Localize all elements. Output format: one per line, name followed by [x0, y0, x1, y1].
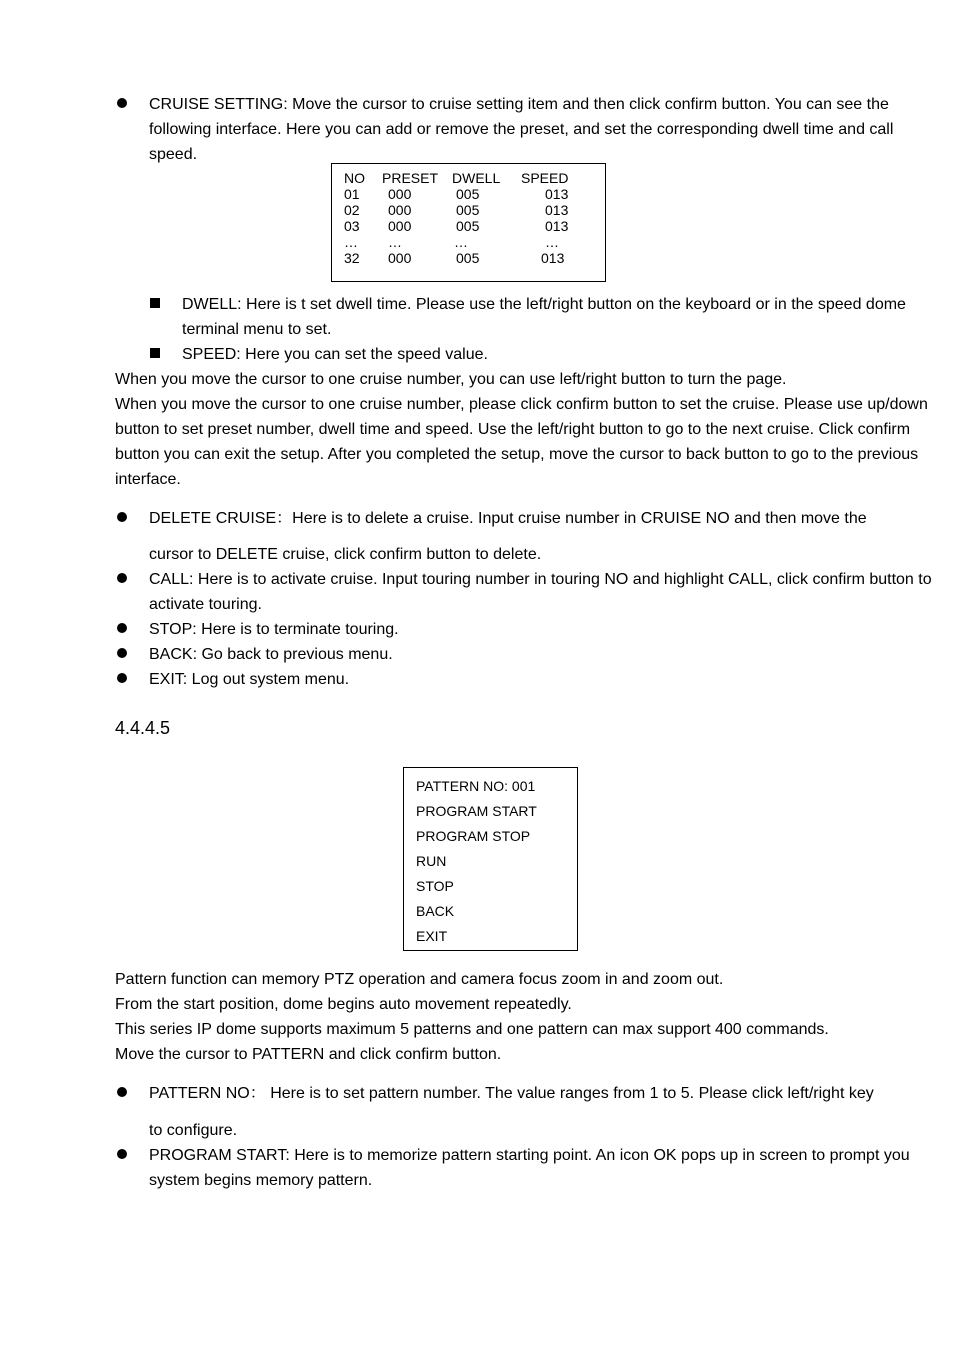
table-cell: 013 [541, 250, 565, 266]
table-cell: … [344, 234, 358, 250]
paragraph-pattern-function: Pattern function can memory PTZ operation and camera focus zoom in and zoom out. [115, 971, 724, 988]
paragraph-move-cursor: Move the cursor to PATTERN and click confirm button. [115, 1046, 502, 1063]
section-number: 4.4.4.5 [115, 718, 171, 738]
menu-item-pattern-no: PATTERN NO: 001 [416, 778, 536, 794]
bullet-cruise-setting: CRUISE SETTING: Move the cursor to cruise setting item and then click confirm button. You can see the following interface. Here you can add or remove the preset, and set the corresponding dwell time and call speed. [149, 96, 898, 163]
table-cell: 000 [388, 218, 412, 234]
bullet-dot-icon [117, 512, 127, 522]
table-header-preset: PRESET [382, 170, 439, 186]
paragraph-start-position: From the start position, dome begins auto movement repeatedly. [115, 996, 572, 1013]
bullet-delete-cruise-cont: cursor to DELETE cruise, click confirm button to delete. [149, 546, 542, 563]
table-cell: 000 [388, 186, 412, 202]
square-bullet-icon [150, 348, 160, 358]
bullet-call: CALL: Here is to activate cruise. Input touring number in touring NO and highlight CALL, click confirm button to activate touring. [149, 571, 937, 613]
table-cell: 02 [344, 202, 360, 218]
sub-bullet-speed: SPEED: Here you can set the speed value. [182, 346, 488, 363]
table-cell: … [388, 234, 402, 250]
menu-item-stop: STOP [416, 878, 454, 894]
table-cell: 005 [456, 202, 480, 218]
table-cell: 32 [344, 250, 360, 266]
menu-item-back: BACK [416, 903, 455, 919]
bullet-delete-cruise: DELETE CRUISE：Here is to delete a cruise. Input cruise number in CRUISE NO and then move the [149, 510, 867, 527]
menu-item-exit: EXIT [416, 928, 448, 944]
square-bullet-icon [150, 298, 160, 308]
table-header-speed: SPEED [521, 170, 569, 186]
table-cell: 013 [545, 202, 569, 218]
bullet-exit: EXIT: Log out system menu. [149, 671, 350, 688]
paragraph-set-cruise: When you move the cursor to one cruise number, please click confirm button to set the cruise. Please use up/down button to set preset number, dwell time and speed. Use the left/right button to go to the next cruise. Click confirm button you can exit the setup. After you completed the setup, move the cursor to back button to go to the previous interface. [115, 396, 933, 488]
table-cell: 000 [388, 250, 412, 266]
table-cell: 01 [344, 186, 360, 202]
table-cell: … [454, 234, 468, 250]
table-cell: 000 [388, 202, 412, 218]
bullet-dot-icon [117, 573, 127, 583]
table-header-no: NO [344, 170, 365, 186]
bullet-dot-icon [117, 623, 127, 633]
bullet-dot-icon [117, 648, 127, 658]
bullet-stop: STOP: Here is to terminate touring. [149, 621, 399, 638]
menu-item-program-start: PROGRAM START [416, 803, 537, 819]
table-cell: 005 [456, 218, 480, 234]
pattern-menu [403, 767, 578, 951]
sub-bullet-dwell: DWELL: Here is t set dwell time. Please use the left/right button on the keyboard or in the speed dome terminal menu to set. [182, 296, 911, 338]
bullet-dot-icon [117, 1149, 127, 1159]
bullet-dot-icon [117, 673, 127, 683]
cruise-table [331, 163, 606, 282]
table-header-dwell: DWELL [452, 170, 501, 186]
bullet-dot-icon [117, 98, 127, 108]
table-cell: 03 [344, 218, 360, 234]
table-cell: 005 [456, 186, 480, 202]
menu-item-program-stop: PROGRAM STOP [416, 828, 531, 844]
paragraph-turn-page: When you move the cursor to one cruise number, you can use left/right button to turn the page. [115, 371, 787, 388]
bullet-pattern-no: PATTERN NO： Here is to set pattern number. The value ranges from 1 to 5. Please click left/right key [149, 1085, 874, 1102]
table-cell: 013 [545, 186, 569, 202]
bullet-back: BACK: Go back to previous menu. [149, 646, 393, 663]
table-cell: 005 [456, 250, 480, 266]
bullet-pattern-no-cont: to configure. [149, 1122, 238, 1139]
bullet-program-start: PROGRAM START: Here is to memorize pattern starting point. An icon OK pops up in screen to prompt you system begins memory pattern. [149, 1147, 915, 1189]
bullet-dot-icon [117, 1087, 127, 1097]
paragraph-max-patterns: This series IP dome supports maximum 5 patterns and one pattern can max support 400 commands. [115, 1021, 829, 1038]
table-cell: 013 [545, 218, 569, 234]
menu-item-run: RUN [416, 853, 447, 869]
table-cell: … [545, 234, 559, 250]
